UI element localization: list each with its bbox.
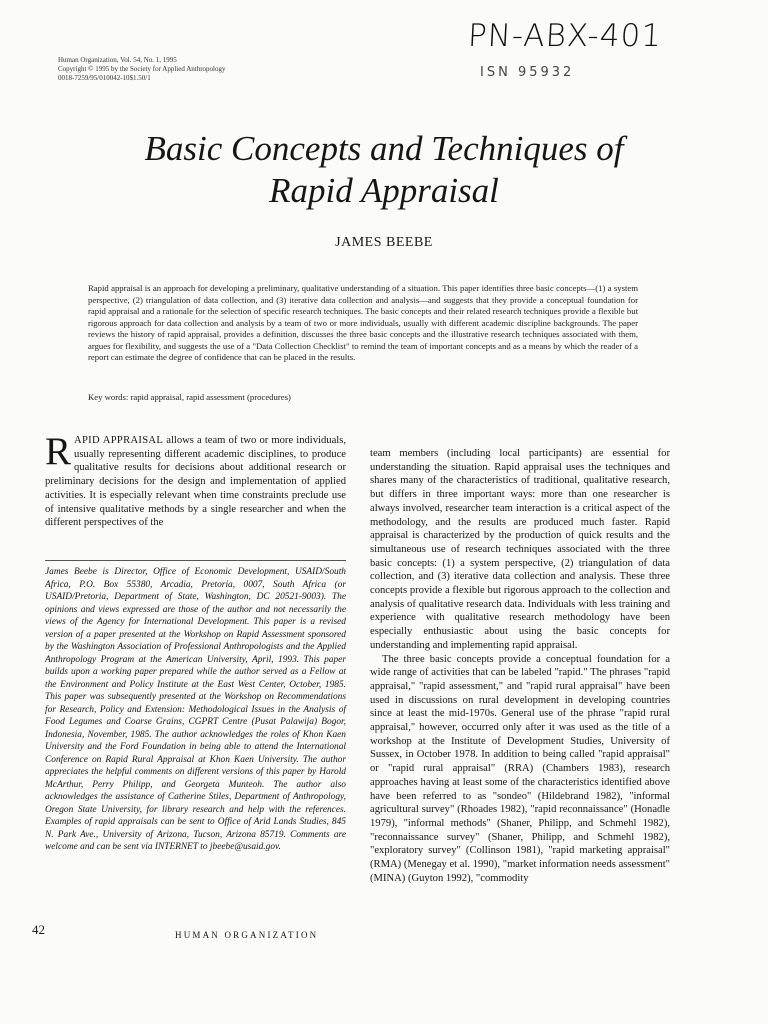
intro-paragraph	[45, 430, 346, 530]
body-paragraph-2: The three basic concepts provide a conceptual foundation for a wide range of activities that can be labeled "rapid." The phrases "rapid appraisal," "rapid assessment," and "rapid rural appraisal" have been used in discussions on rural development in developing countries since at least the mid-1970s. General use of the phrase "rapid rural appraisal," however, occurred only after it was used as the title of a workshop at the Institute of Development Studies, University of Sussex, in October 1978. In addition to being called "rapid appraisal" or "rapid rural appraisal" (RRA) (Chambers 1983), research approaches having at least some of the characteristics identified above have been referred to as "sondeo" (Hildebrand 1982), "informal agricultural survey" (Rhoades 1982), "rapid reconnaissance" (Honadle 1979), "informal methods" (Shaner, Philipp, and Schmehl 1982), "reconnaissance survey" (Shaner, Philipp, and Schmehl 1982), "exploratory survey" (Collinson 1981), "rapid marketing appraisal" (RMA) (Menegay et al. 1990), "market information needs assessment" (MINA) (Guyton 1992), "commodity	[370, 653, 670, 884]
footnote-divider	[45, 560, 346, 561]
keywords-label: Key words:	[88, 392, 129, 402]
handwritten-doc-id: PN-ABX-401	[467, 18, 663, 54]
lead-caps: APID APPRAISAL	[74, 435, 164, 446]
right-column-body	[370, 447, 670, 886]
keywords-list: rapid appraisal, rapid assessment (procedures)	[130, 392, 291, 402]
copyright-line: Copyright © 1995 by the Society for Applied Anthropology	[58, 65, 226, 73]
author-name: JAMES BEEBE	[335, 235, 433, 250]
keywords	[88, 392, 291, 402]
journal-citation: Human Organization, Vol. 54, No. 1, 1995	[58, 56, 177, 64]
article-title-line1: Basic Concepts and Techniques of	[144, 129, 624, 168]
abstract: Rapid appraisal is an approach for developing a preliminary, qualitative understanding of a situation. This paper identifies three basic concepts—(1) a system perspective, (2) triangulation of data collection, and (3) iterative data collection and analysis—and suggests that they provide a conceptual foundation for rapid appraisal and a rationale for the selection of specific research techniques. The basic concepts and their related research techniques provide a flexible but rigorous approach for data collection and analysis by a team of two or more individuals, usually with different academic discipline backgrounds. The paper reviews the history of rapid appraisal, provides a definition, discusses the three basic concepts and the illustrative research techniques associated with them, argues for flexibility, and suggests the use of a "Data Collection Checklist" to remind the team of important concepts and as a means by which the reader of a report can estimate the degree of confidence that can be placed in the results.	[88, 283, 638, 362]
left-column-body	[45, 430, 346, 530]
journal-header	[58, 56, 225, 83]
body-paragraph-1: team members (including local participants) are essential for understanding the situation. Rapid appraisal uses the techniques and shares many of the characteristics of traditional, qualitative research, but differs in three important ways: more than one researcher is always involved, researcher team interaction is a critical aspect of the methodology, and the results are produced much faster. Rapid appraisal is characterized by the production of quick results and the simultaneous use of research techniques associated with the three basic concepts: (1) a system perspective, (2) triangulation of data collection, and (3) iterative data collection and analysis. These three concepts provide a flexible but rigorous approach to the collection and analysis of qualitative research data. Individuals with less training and experience with qualitative research methodology have been especially enthusiastic about using the basic concepts for understanding and implementing rapid appraisal.	[370, 448, 670, 651]
intro-text: allows a team of two or more individuals, usually representing different academic disciplines, to produce qualitative results for decisions about additional research or preliminary decisions for the design and implementation of applied activities. It is especially relevant when time constraints preclude use of intensive qualitative methods by a single researcher and when the different perspectives of the	[45, 435, 346, 529]
issn-line: 0018-7259/95/010042-10$1.50/1	[58, 74, 151, 82]
handwritten-note: ISN 95932	[480, 65, 575, 80]
journal-footer: HUMAN ORGANIZATION	[175, 930, 319, 940]
article-title-line2: Rapid Appraisal	[269, 171, 499, 210]
drop-cap: R	[45, 430, 72, 473]
page-number: 42	[32, 922, 45, 937]
author-footnote: James Beebe is Director, Office of Economic Development, USAID/South Africa, P.O. Box 55380, Arcadia, Pretoria, 0007, South Africa (or USAID/Pretoria, Department of State, Washington, DC 20521-9003). The opinions and views expressed are those of the author and not necessarily the views of the Agency for International Development. This paper is a revised version of a paper presented at the Workshop on Rapid Assessment sponsored by the Washington Association of Professional Anthropologists and the Applied Anthropology Program at the American University, April, 1993. This paper builds upon a working paper prepared while the author served as a Fellow at the Environment and Policy Institute at the East West Center, October, 1985. This paper was subsequently presented at the Workshop on Recommendations for Research, Policy and Extension: Methodological Issues in the Analysis of Food Legumes and Coarse Grains, CGPRT Centre (Pusat Palawija) Bogor, Indonesia, November, 1985. The author acknowledges the roles of Khon Kaen University and the Ford Foundation in being able to attend the International Conference on Rapid Rural Appraisal at Khon Kaen University. The author appreciates the helpful comments on different versions of this paper by Harold McArthur, Perry Philipp, and Georgeta Munteoh. The author also acknowledges the assistance of Catherine Stiles, Department of Anthropology, Oregon State University, for library research and help with the references. Examples of rapid appraisals can be sent to Office of Arid Lands Studies, 845 N. Park Ave., University of Arizona, Tucson, Arizona 85719. Comments are welcome and can be sent via INTERNET to jbeebe@usaid.gov.	[45, 567, 346, 852]
